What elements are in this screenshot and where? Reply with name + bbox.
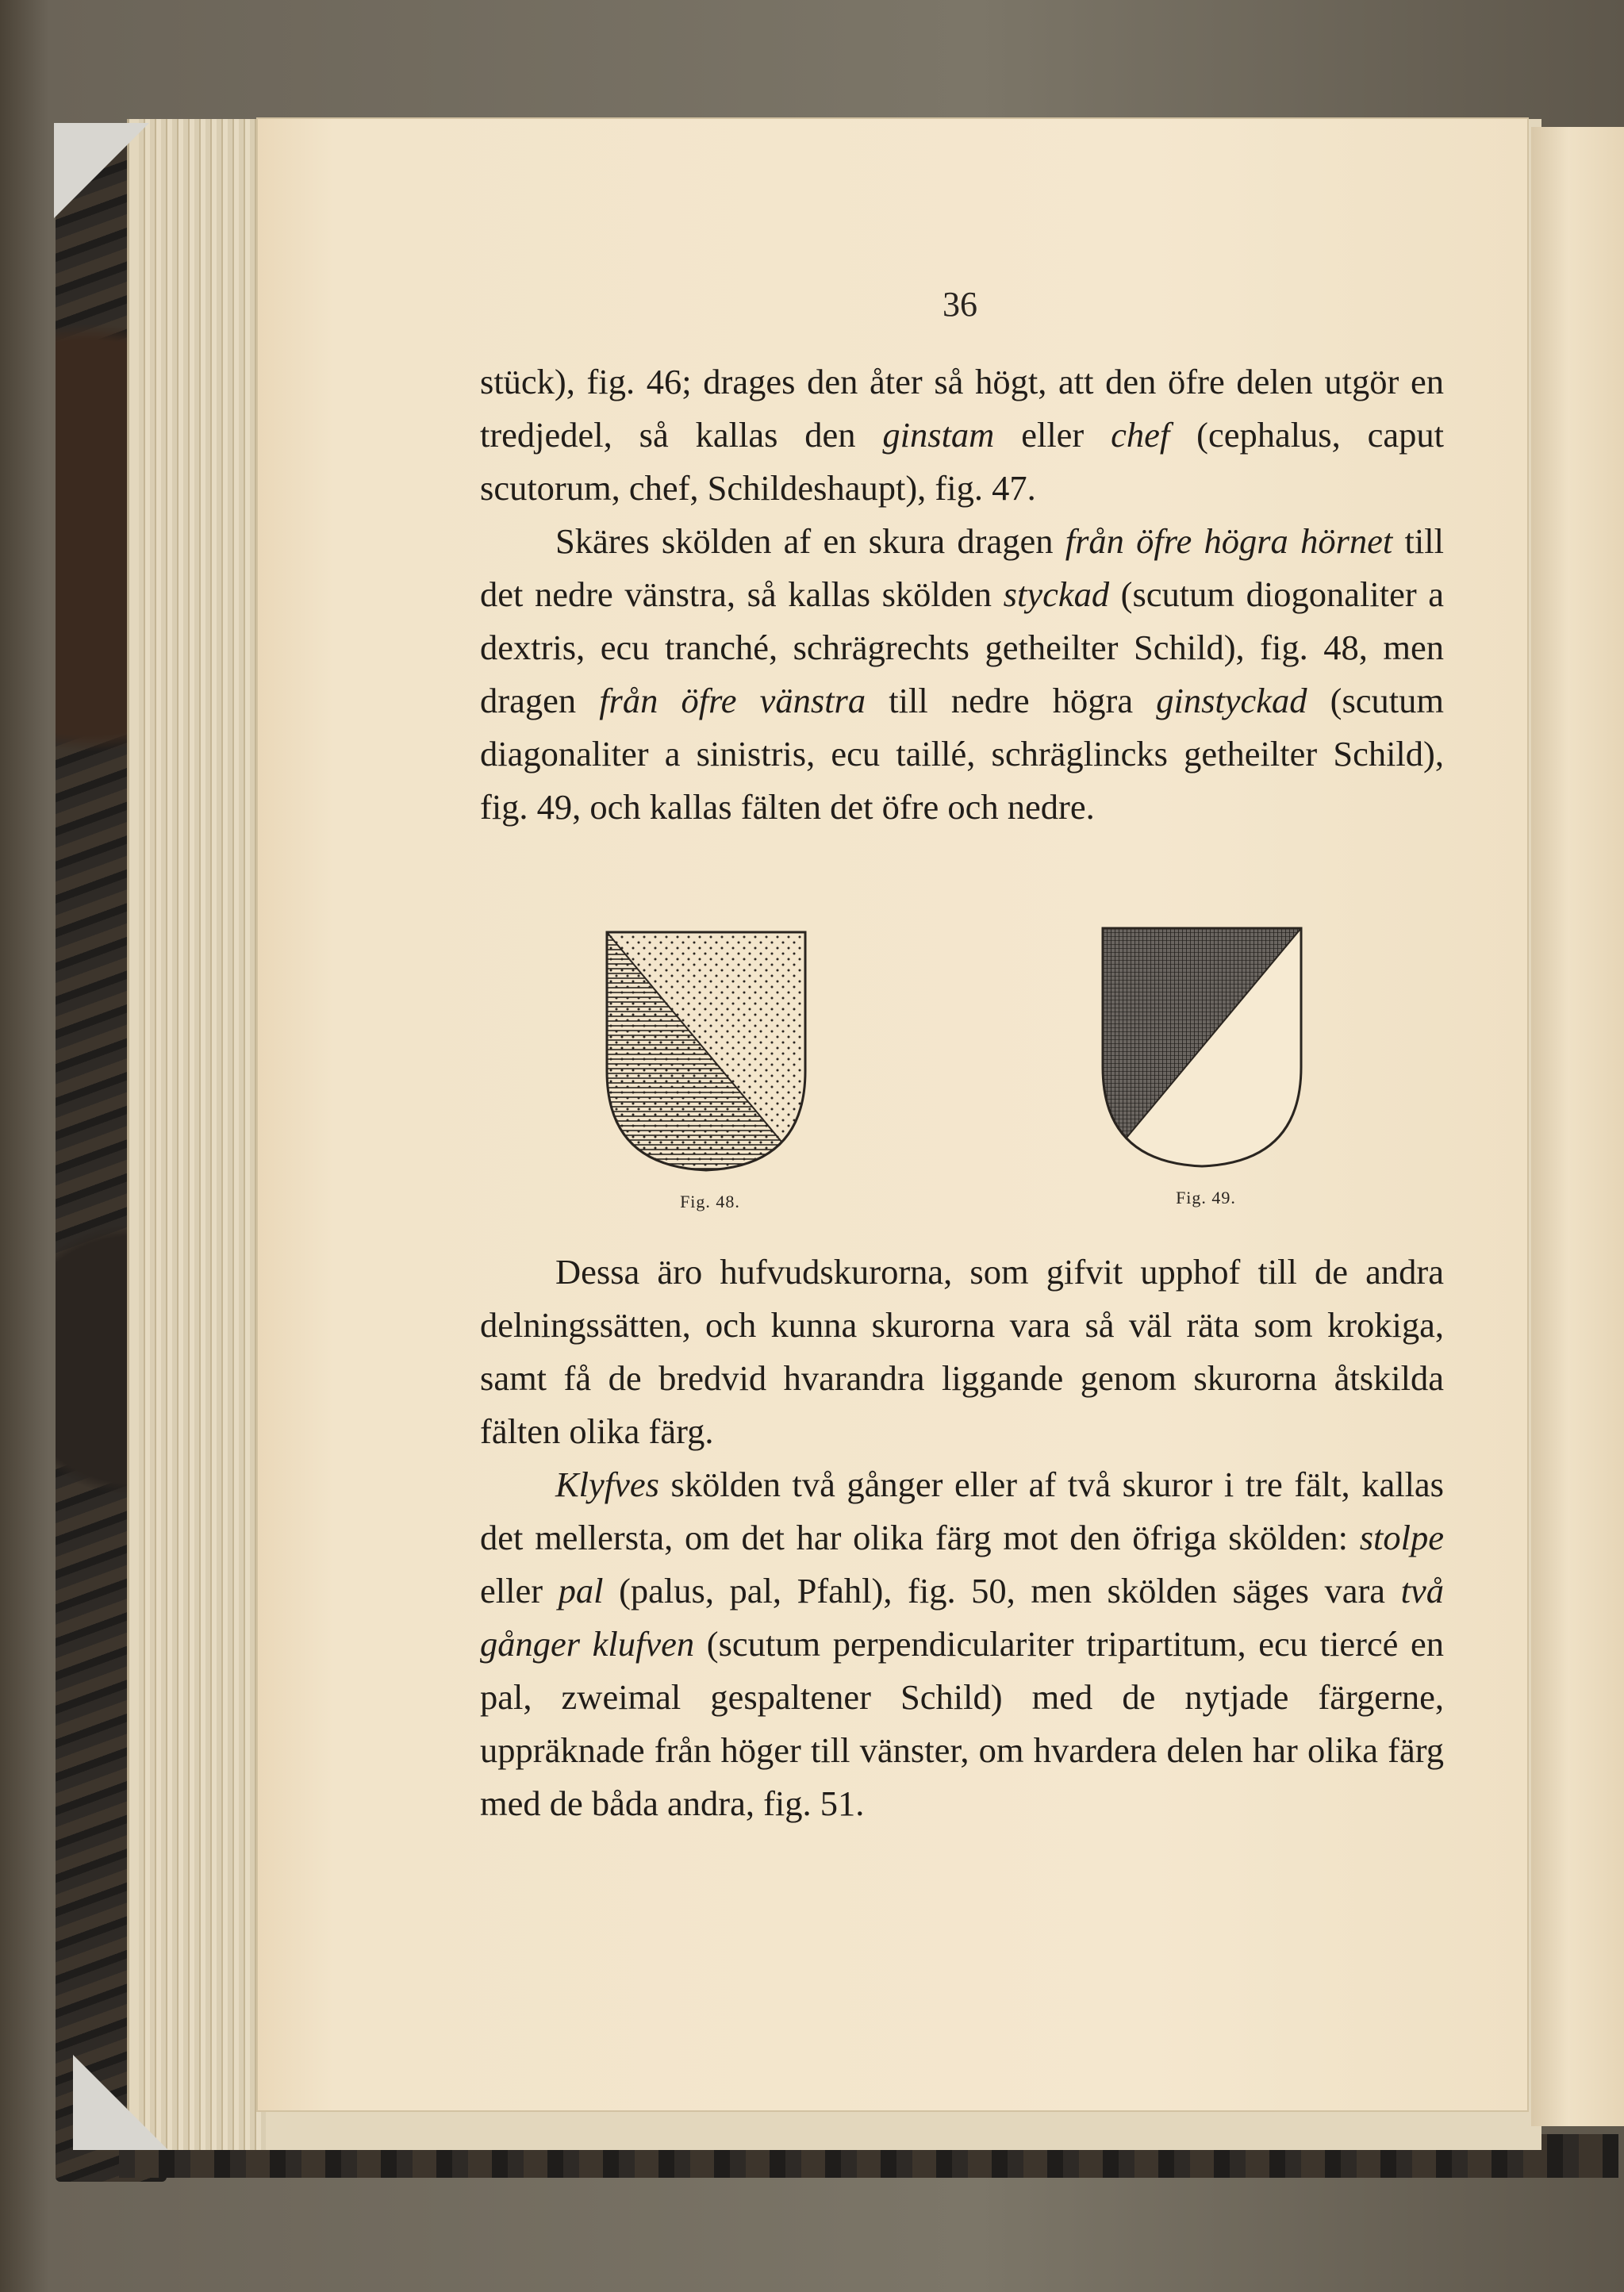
italic-term: styckad (1003, 574, 1110, 614)
figure-caption: Fig. 49. (1176, 1188, 1236, 1207)
figure-49 (1099, 924, 1313, 1208)
paragraph (480, 355, 1444, 515)
page-number: 36 (943, 285, 977, 324)
italic-term: pal (558, 1571, 604, 1611)
text-block-upper (480, 355, 1444, 834)
shield-fig-49 (1099, 924, 1313, 1178)
italic-term: ginstyckad (1156, 681, 1307, 720)
text-run: Dessa äro hufvudskurorna, som gifvit upphof till de andra delningssätten, och kunna skurorna vara så väl räta som krokiga, samt få de bredvid hvarandra liggande genom skurorna åtskilda fälten olika färg. (480, 1252, 1444, 1451)
text-run: (cephalus, caput scutorum, chef, Schildeshaupt), fig. 47. (480, 415, 1444, 508)
italic-term: Klyfves (555, 1465, 659, 1504)
text-run: (palus, pal, Pfahl), fig. 50, men skölden säges vara (603, 1571, 1401, 1611)
paragraph (480, 1246, 1444, 1458)
italic-term: från öfre vänstra (599, 681, 866, 720)
italic-term: ginstam (882, 415, 995, 455)
figure-caption: Fig. 48. (680, 1192, 740, 1211)
text-run: till nedre högra (866, 681, 1157, 720)
text-run: eller (994, 415, 1111, 455)
text-run: (scutum diagonaliter a sinistris, ecu taillé, schräglincks getheilter Schild), fig. 49, och kallas fälten det öfre och nedre. (480, 681, 1444, 827)
italic-term: chef (1111, 415, 1170, 455)
text-run: stück), fig. 46; drages den åter så högt, att den öfre delen utgör en tredjedel, så kallas den (480, 362, 1444, 455)
text-run: (scutum perpendiculariter tripartitum, ecu tiercé en pal, zweimal gespaltener Schild) med de nytjade färgerne, uppräknade från höger till vänster, om hvardera delen har olika färg med de båda andra, fig. 51. (480, 1624, 1444, 1823)
text-run: skölden två gånger eller af två skuror i tre fält, kallas det mellersta, om det har olika färg mot den öfriga skölden: (480, 1465, 1444, 1557)
text-run: (scutum diogonaliter a dextris, ecu tranché, schrägrechts getheilter Schild), fig. 48, men dragen (480, 574, 1444, 720)
italic-term: två gånger klufven (480, 1571, 1444, 1664)
text-block-lower (480, 1246, 1444, 1830)
shield-fig-48 (603, 928, 817, 1182)
text-run: till det nedre vänstra, så kallas skölden (480, 521, 1444, 614)
paragraph (480, 515, 1444, 834)
italic-term: från öfre högra hörnet (1065, 521, 1393, 561)
figure-48 (603, 928, 817, 1212)
paragraph (480, 1458, 1444, 1830)
text-run: Skäres skölden af en skura dragen (555, 521, 1065, 561)
italic-term: stolpe (1359, 1518, 1444, 1557)
right-page-edge (1531, 127, 1624, 2126)
text-run: eller (480, 1571, 559, 1611)
